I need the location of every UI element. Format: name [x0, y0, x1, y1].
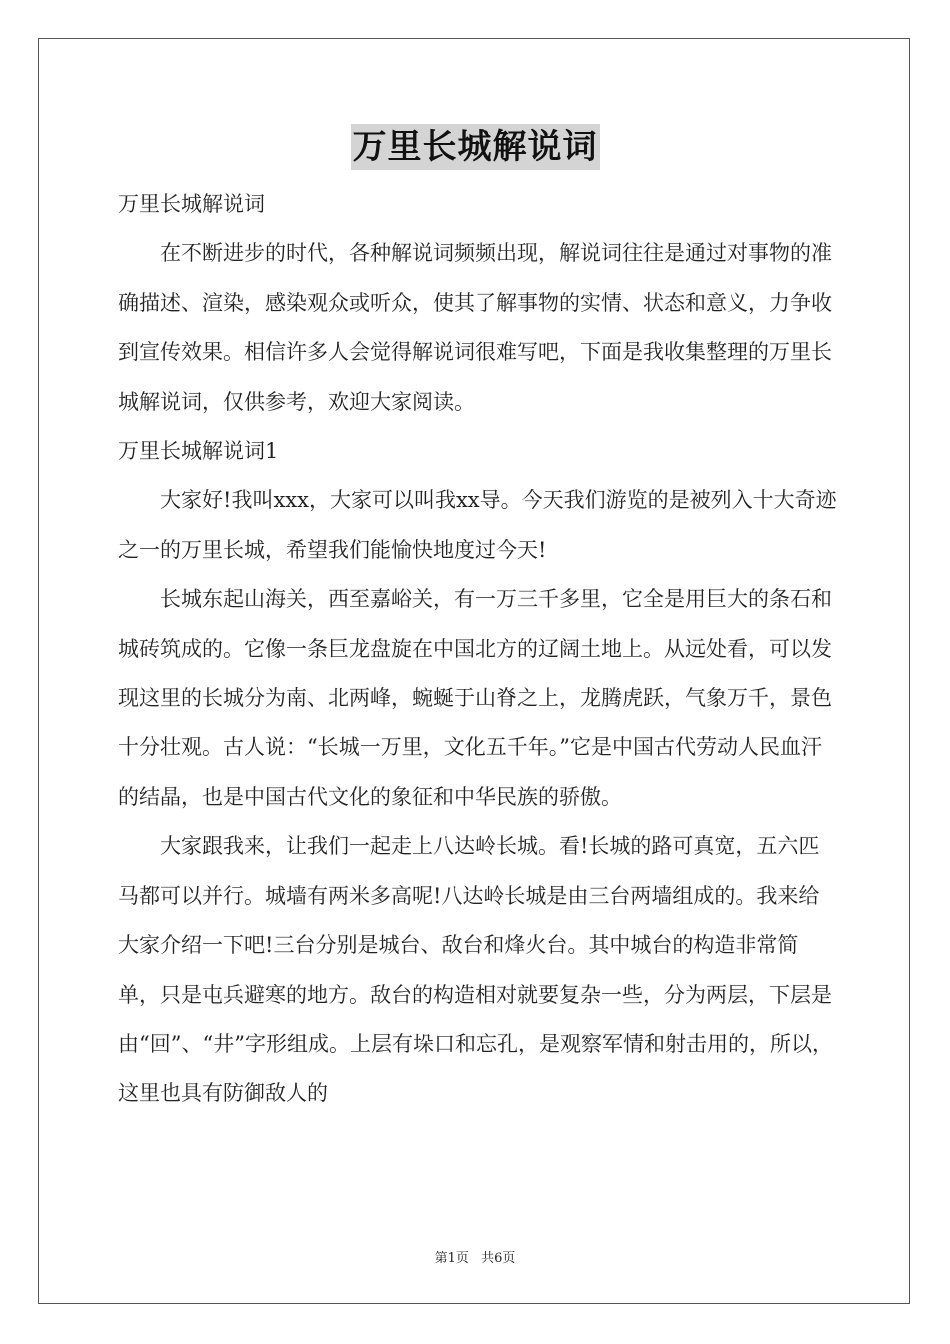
title-container [0, 124, 950, 170]
page-total: 共6页 [481, 1251, 516, 1266]
paragraph: 大家跟我来，让我们一起走上八达岭长城。看!长城的路可真宽，五六匹马都可以并行。城墙有两米多高呢!八达岭长城是由三台两墙组成的。我来给大家介绍一下吧!三台分别是城台、敌台和烽火台。其中城台的构造非常简单，只是屯兵避寒的地方。敌台的构造相对就要复杂一些，分为两层，下层是由“回”、“井”字形组成。上层有垛口和忘孔，是观察军情和射击用的，所以，这里也具有防御敌人的 [118, 834, 833, 1106]
page-number: 第1页 [434, 1251, 469, 1266]
paragraph: 大家好!我叫xxx，大家可以叫我xx导。今天我们游览的是被列入十大奇迹之一的万里长城，希望我们能愉快地度过今天! [118, 488, 837, 562]
paragraph: 万里长城解说词1 [118, 439, 279, 464]
paragraph: 长城东起山海关，西至嘉峪关，有一万三千多里，它全是用巨大的条石和城砖筑成的。它像一条巨龙盘旋在中国北方的辽阔土地上。从远处看，可以发现这里的长城分为南、北两峰，蜿蜒于山脊之上，龙腾虎跃，气象万千，景色十分壮观。古人说：“长城一万里，文化五千年。”它是中国古代劳动人民血汗的结晶，也是中国古代文化的象征和中华民族的骄傲。 [118, 587, 832, 809]
paragraph: 在不断进步的时代，各种解说词频频出现，解说词往往是通过对事物的准确描述、渲染，感染观众或听众，使其了解事物的实情、状态和意义，力争收到宣传效果。相信许多人会觉得解说词很难写吧，下面是我收集整理的万里长城解说词，仅供参考，欢迎大家阅读。 [118, 241, 832, 414]
document-title: 万里长城解说词 [351, 124, 600, 170]
document-body [118, 180, 838, 1119]
page-footer [0, 1247, 950, 1266]
paragraph: 万里长城解说词 [118, 192, 265, 216]
